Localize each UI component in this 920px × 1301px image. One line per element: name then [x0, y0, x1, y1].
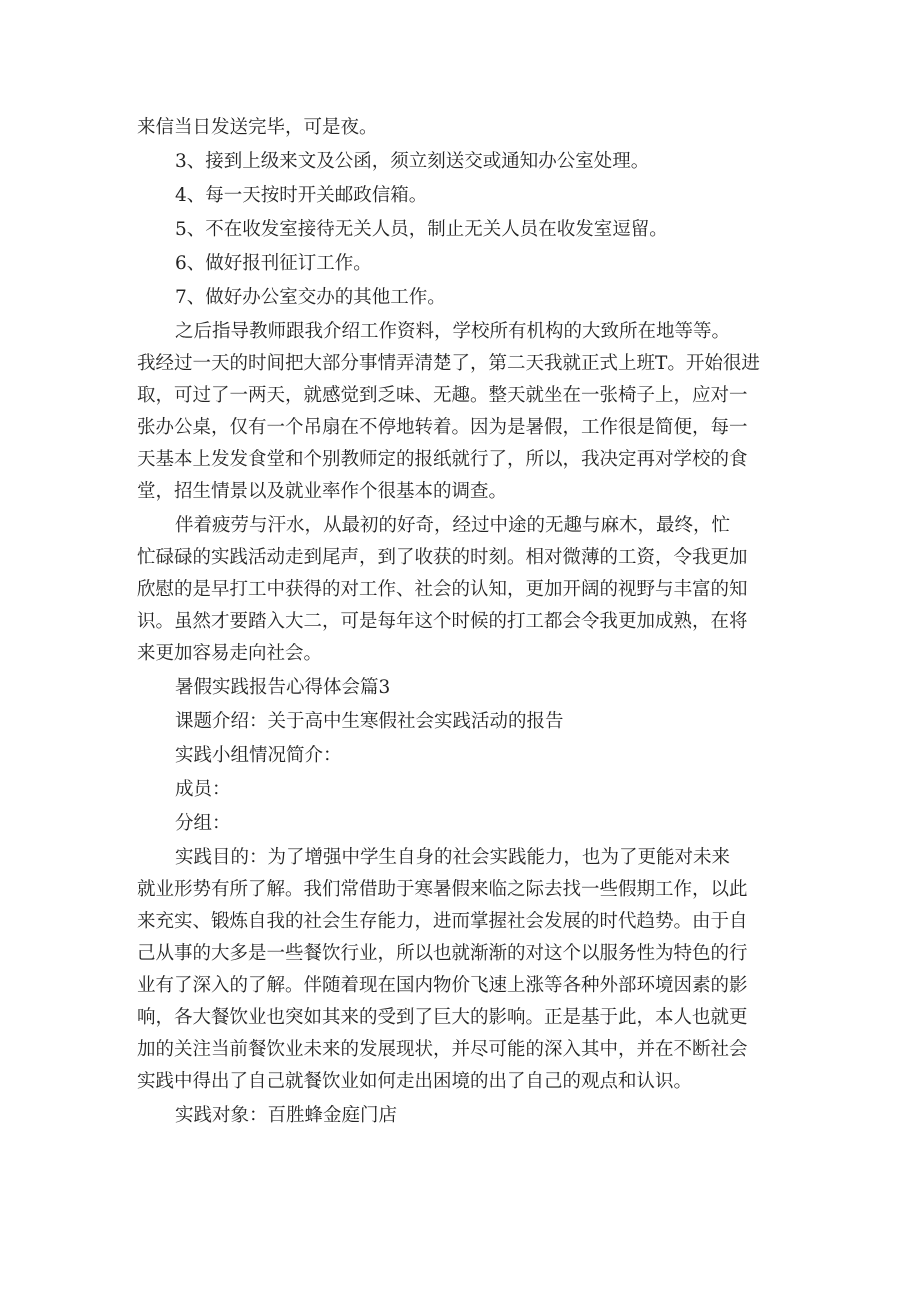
paragraph-line: 天基本上发发食堂和个别教师定的报纸就行了，所以，我决定再对学校的食 [137, 449, 748, 470]
list-item: 5、不在收发室接待无关人员，制止无关人员在收发室逗留。 [175, 219, 668, 240]
paragraph-line: 来更加容易走向社会。 [137, 643, 323, 664]
paragraph-line: 堂，招生情景以及就业率作个很基本的调查。 [137, 481, 508, 502]
paragraph-reflection [137, 510, 797, 670]
document-body [137, 112, 797, 1134]
paragraph-line: 我经过一天的时间把大部分事情弄清楚了，第二天我就正式上班T。开始很进 [137, 353, 760, 374]
target-line: 实践对象：百胜蜂金庭门店 [175, 1105, 398, 1126]
paragraph-line: 实践中得出了自己就餐饮业如何走出困境的出了自己的观点和认识。 [137, 1071, 693, 1092]
text-line: 来信当日发送完毕，可是夜。 [137, 117, 378, 138]
paragraph-line: 之后指导教师跟我介绍工作资料，学校所有机构的大致所在地等等。 [175, 321, 731, 342]
paragraph-line: 业有了深入的了解。伴随着现在国内物价飞速上涨等各种外部环境因素的影 [137, 975, 748, 996]
paragraph-line: 张办公桌，仅有一个吊扇在不停地转着。因为是暑假，工作很是简便，每一 [137, 417, 748, 438]
topic-line: 课题介绍：关于高中生寒假社会实践活动的报告 [175, 711, 564, 732]
section-title: 暑假实践报告心得体会篇3 [175, 677, 391, 698]
paragraph-line: 实践目的：为了增强中学生自身的社会实践能力，也为了更能对未来 [175, 847, 731, 868]
list-item: 4、每一天按时开关邮政信箱。 [175, 185, 428, 206]
group-intro-line: 实践小组情况简介： [175, 745, 342, 766]
paragraph-line: 忙碌碌的实践活动走到尾声，到了收获的时刻。相对微薄的工资，令我更加 [137, 547, 748, 568]
paragraph-purpose [137, 842, 797, 1098]
paragraph-line: 伴着疲劳与汗水，从最初的好奇，经过中途的无趣与麻木，最终，忙 [175, 515, 731, 536]
paragraph-line: 就业形势有所了解。我们常借助于寒暑假来临之际去找一些假期工作，以此 [137, 879, 748, 900]
grouping-line: 分组： [175, 813, 231, 834]
paragraph-line: 欣慰的是早打工中获得的对工作、社会的认知，更加开阔的视野与丰富的知 [137, 579, 748, 600]
paragraph-line: 加的关注当前餐饮业未来的发展现状，并尽可能的深入其中，并在不断社会 [137, 1039, 748, 1060]
paragraph-line: 响，各大餐饮业也突如其来的受到了巨大的影响。正是基于此，本人也就更 [137, 1007, 748, 1028]
list-item: 6、做好报刊征订工作。 [175, 253, 372, 274]
list-item: 7、做好办公室交办的其他工作。 [175, 287, 446, 308]
list-item: 3、接到上级来文及公函，须立刻送交或通知办公室处理。 [175, 151, 650, 172]
paragraph-line: 取，可过了一两天，就感觉到乏味、无趣。整天就坐在一张椅子上，应对一 [137, 385, 748, 406]
paragraph-line: 识。虽然才要踏入大二，可是每年这个时候的打工都会令我更加成熟，在将 [137, 611, 748, 632]
paragraph-line: 来充实、锻炼自我的社会生存能力，进而掌握社会发展的时代趋势。由于自 [137, 911, 748, 932]
members-line: 成员： [175, 779, 231, 800]
paragraph-work-intro [137, 316, 797, 508]
paragraph-line: 己从事的大多是一些餐饮行业，所以也就渐渐的对这个以服务性为特色的行 [137, 943, 748, 964]
